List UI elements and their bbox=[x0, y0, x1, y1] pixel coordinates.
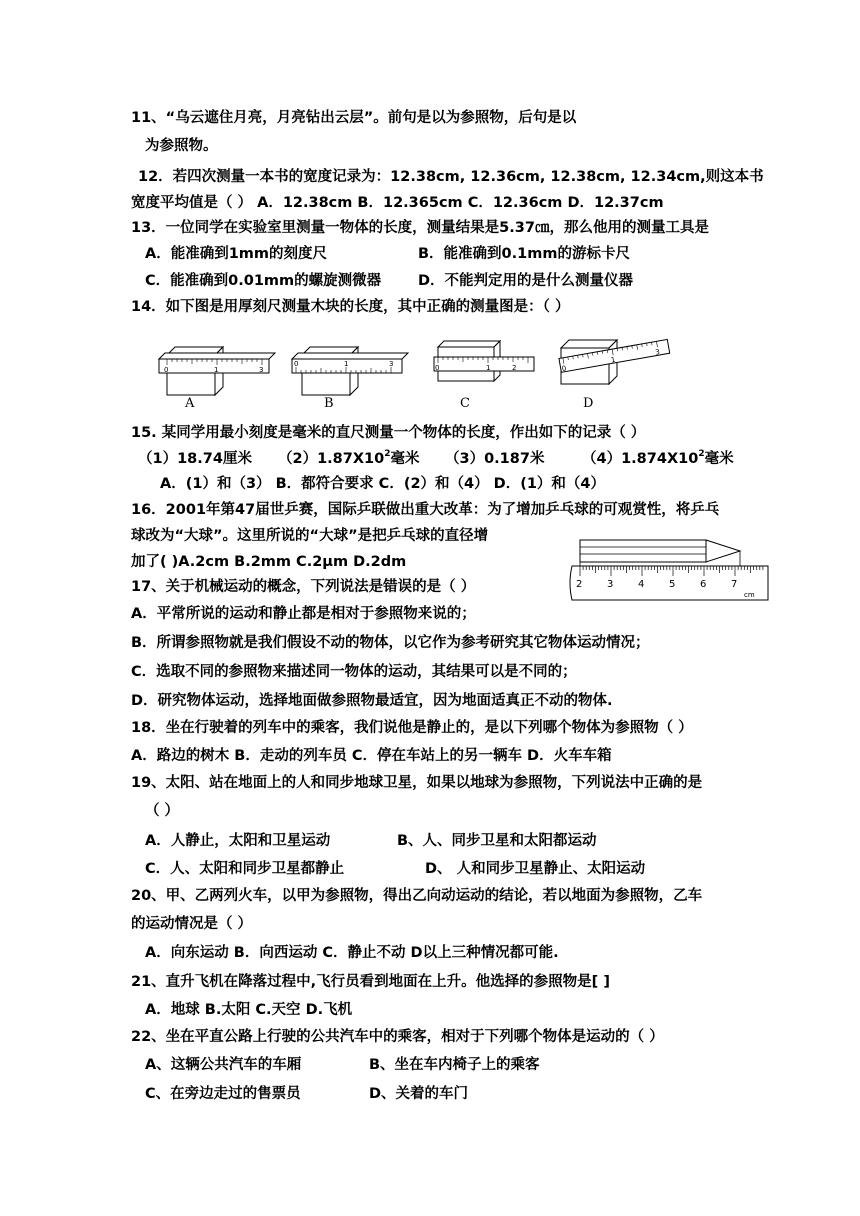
q21-stem: 21、直升飞机在降落过程中,飞行员看到地面在上升。他选择的参照物是[ ] bbox=[131, 974, 610, 990]
q16-line2: 球改为“大球”。这里所说的“大球”是把乒乓球的直径增 bbox=[131, 528, 489, 544]
q18-options: A．路边的树木 B．走动的列车员 C．停在车站上的另一辆车 D．火车车箱 bbox=[131, 748, 612, 764]
q17-option-b: B．所谓参照物就是我们假设不动的物体，以它作为参考研究其它物体运动情况； bbox=[131, 635, 650, 651]
q18-stem: 18．坐在行驶着的列车中的乘客，我们说他是静止的，是以下列哪个物体为参照物（ ） bbox=[131, 720, 693, 736]
q15-options: A．(1）和（3） B．都符合要求 C．(2）和（4） D．(1）和（4） bbox=[160, 476, 606, 492]
q16-ruler-tick-3: 3 bbox=[607, 579, 614, 590]
q14-b-tick-1: 1 bbox=[344, 360, 349, 368]
q21-options: A．地球 B.太阳 C.天空 D.飞机 bbox=[145, 1002, 353, 1018]
q14-a-tick-3: 3 bbox=[259, 366, 264, 374]
q14-d-tick-3: 3 bbox=[654, 347, 661, 357]
q13-stem: 13．一位同学在实验室里测量一物体的长度，测量结果是5.37㎝，那么他用的测量工具是 bbox=[131, 220, 709, 236]
q17-option-d: D．研究物体运动，选择地面做参照物最适宜，因为地面适真正不动的物体. bbox=[131, 693, 613, 709]
q14-figure-b bbox=[288, 335, 410, 410]
q16-ruler-figure bbox=[568, 532, 772, 604]
q14-figure-d bbox=[555, 330, 675, 410]
q14-c-tick-1: 1 bbox=[486, 364, 491, 372]
q15-record-2: $(2)1.87X10^2$毫米 bbox=[278, 449, 420, 467]
q14-a-label: A bbox=[185, 396, 195, 410]
q17-option-c: C．选取不同的参照物来描述同一物体的运动，其结果可以是不同的； bbox=[131, 664, 577, 680]
q16-ruler-tick-5: 5 bbox=[669, 579, 676, 590]
q11-text-c: 为参照物。 bbox=[145, 138, 218, 154]
q16-ruler-tick-7: 7 bbox=[731, 579, 738, 590]
q22-option-c: C、在旁边走过的售票员 bbox=[145, 1086, 301, 1102]
q16-line3: 加了( )A.2cm B.2mm C.2μm D.2dm bbox=[131, 554, 407, 570]
q11-line2 bbox=[145, 136, 218, 156]
q15-record-3: （3）0.187米 bbox=[445, 451, 545, 467]
q20-options: A．向东运动 B．向西运动 C．静止不动 D以上三种情况都可能. bbox=[145, 945, 559, 961]
q11-text-b: 为参照物，后句是以 bbox=[445, 110, 577, 126]
q16-ruler-unit: cm bbox=[744, 591, 755, 599]
q17-stem: 17、关于机械运动的概念，下列说法是错误的是（ ） bbox=[131, 579, 476, 595]
q14-figure-c bbox=[430, 335, 542, 410]
q15-stem: 15. 某同学用最小刻度是毫米的直尺测量一个物体的长度，作出如下的记录（ ） bbox=[131, 425, 646, 441]
q17-option-a: A．平常所说的运动和静止都是相对于参照物来说的； bbox=[131, 606, 476, 622]
q22-stem: 22、坐在平直公路上行驶的公共汽车中的乘客，相对于下列哪个物体是运动的（ ） bbox=[131, 1029, 664, 1045]
q19-paren: （ ） bbox=[145, 803, 180, 819]
q13-option-b: B．能准确到0.1mm的游标卡尺 bbox=[418, 246, 630, 262]
q19-option-c: C．人、太阳和同步卫星都静止 bbox=[145, 861, 345, 877]
q22-option-b: B、坐在车内椅子上的乘客 bbox=[369, 1057, 540, 1073]
q14-d-tick-1: 1 bbox=[610, 355, 617, 365]
q14-d-label: D bbox=[583, 396, 594, 410]
q19-stem: 19、太阳、站在地面上的人和同步地球卫星，如果以地球为参照物，下列说法中正确的是 bbox=[131, 775, 703, 791]
q19-option-d: D、 人和同步卫星静止、太阳运动 bbox=[425, 861, 646, 877]
q16-line1: 16．2001年第47届世乒赛，国际乒联做出重大改革：为了增加乒乓球的可观赏性，将乒乓 bbox=[131, 502, 720, 518]
q11-line1 bbox=[131, 108, 576, 128]
q12-line2: 宽度平均值是（ ） A．12.38cm B．12.365cm C．12.36cm D．12.37cm bbox=[131, 195, 664, 211]
q14-d-tick-0: 0 bbox=[561, 364, 567, 374]
q22-option-d: D、关着的车门 bbox=[369, 1086, 469, 1102]
q14-b-tick-3: 3 bbox=[389, 360, 394, 368]
q13-option-a: A．能准确到1mm的刻度尺 bbox=[145, 246, 328, 262]
q14-c-label: C bbox=[460, 396, 470, 410]
q14-c-tick-2: 2 bbox=[512, 364, 517, 372]
q20-line2: 的运动情况是（ ） bbox=[131, 916, 253, 932]
q11-text-a: 11、“乌云遮住月亮，月亮钻出云层”。前句是以 bbox=[131, 110, 446, 126]
q14-a-tick-1: 1 bbox=[214, 366, 219, 374]
q22-option-a: A、这辆公共汽车的车厢 bbox=[145, 1057, 302, 1073]
q16-ruler-tick-4: 4 bbox=[638, 579, 645, 590]
q13-option-c: C．能准确到0.01mm的螺旋测微器 bbox=[145, 273, 382, 289]
q16-ruler-tick-2: 2 bbox=[576, 579, 583, 590]
q15-record-1: （1）18.74厘米 bbox=[138, 451, 252, 467]
q13-option-d: D．不能判定用的是什么测量仪器 bbox=[418, 273, 634, 289]
q15-record-4: $(4)1.874X10^2$毫米 bbox=[582, 449, 734, 467]
q19-option-a: A．人静止，太阳和卫星运动 bbox=[145, 833, 331, 849]
q12-line1: 12．若四次测量一本书的宽度记录为：12.38cm, 12.36cm, 12.38cm, 12.34cm,则这本书 bbox=[138, 169, 764, 185]
q14-a-tick-0: 0 bbox=[164, 366, 169, 374]
q14-figure-a bbox=[155, 335, 277, 410]
q14-b-label: B bbox=[324, 396, 334, 410]
q19-option-b: B、人、同步卫星和太阳都运动 bbox=[397, 833, 597, 849]
q20-line1: 20、甲、乙两列火车，以甲为参照物，得出乙向动运动的结论，若以地面为参照物，乙车 bbox=[131, 888, 703, 904]
q14-b-tick-0: 0 bbox=[294, 360, 299, 368]
q14-stem: 14．如下图是用厚刻尺测量木块的长度，其中正确的测量图是：（ ） bbox=[131, 299, 570, 315]
q16-ruler-tick-6: 6 bbox=[700, 579, 707, 590]
q14-c-tick-0: 0 bbox=[435, 364, 440, 372]
